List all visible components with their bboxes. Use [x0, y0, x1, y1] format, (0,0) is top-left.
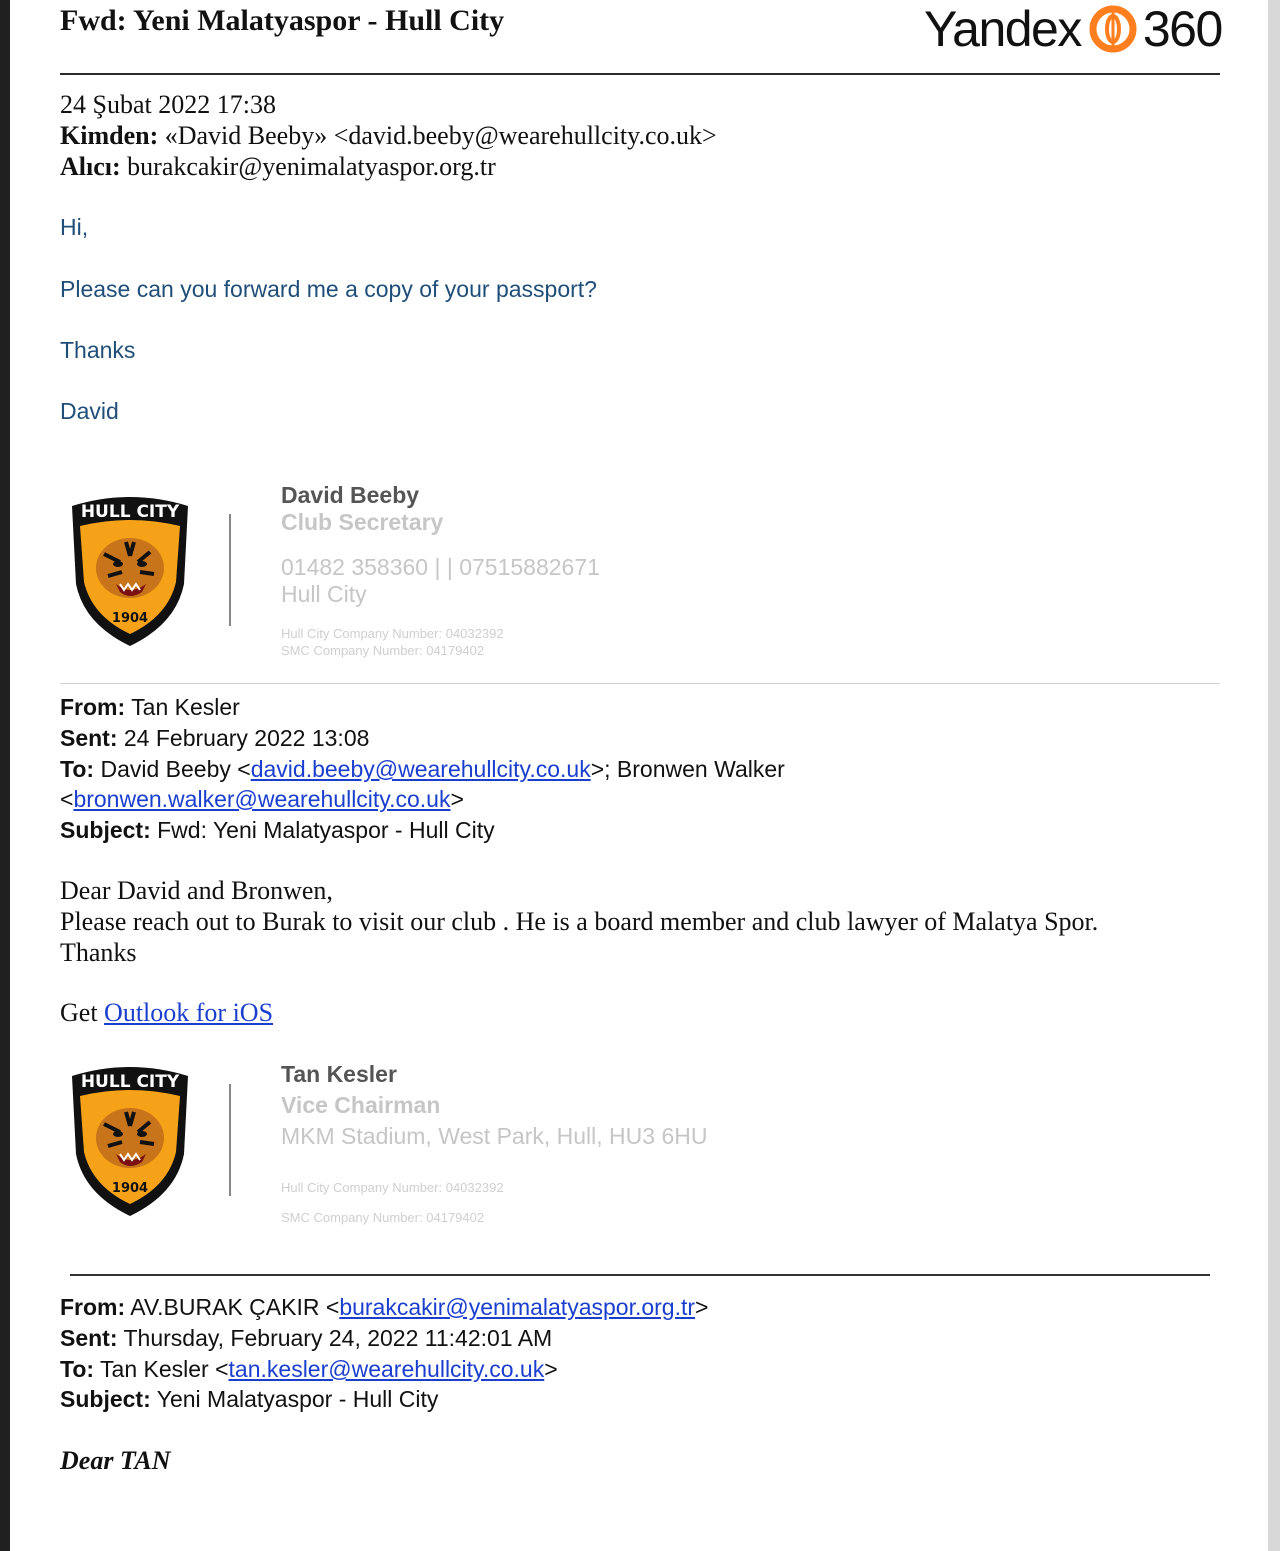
sig2-smc-number: SMC Company Number: 04179402	[281, 1210, 485, 1225]
get-text: Get	[60, 998, 98, 1027]
email2-to-name1: David Beeby	[100, 756, 231, 782]
sig1-title: Club Secretary	[281, 509, 444, 535]
email3-subject-value: Yeni Malatyaspor - Hull City	[156, 1386, 439, 1412]
badge-year-text: 1904	[111, 611, 149, 626]
sig1-smc-number: SMC Company Number: 04179402	[281, 643, 485, 658]
message1-signoff: David	[60, 398, 119, 424]
badge-year-text: 1904	[111, 1181, 149, 1196]
sig2-address: MKM Stadium, West Park, Hull, HU3 6HU	[281, 1123, 708, 1149]
email2-sent	[60, 725, 369, 752]
email2-get-outlook	[60, 998, 273, 1028]
forward-date: 24 Şubat 2022 17:38	[60, 90, 276, 119]
message1-greeting: Hi,	[60, 214, 89, 240]
email3-sent-value: Thursday, February 24, 2022 11:42:01 AM	[123, 1325, 553, 1351]
email2-body: Please reach out to Burak to visit our club . He is a board member and club lawyer of Malatya Spor.	[60, 907, 1099, 936]
sig1-phone: 01482 358360 | | 07515882671	[281, 554, 600, 580]
email3-to-label: To:	[60, 1356, 95, 1382]
email3-greeting: Dear TAN	[60, 1446, 171, 1475]
email3-sent	[60, 1325, 552, 1352]
email-subject-title: Fwd: Yeni Malatyaspor - Hull City	[60, 4, 505, 37]
section-divider-dark	[70, 1274, 1210, 1276]
message1-thanks: Thanks	[60, 337, 136, 363]
badge-top-text: HULL CITY	[80, 1072, 180, 1092]
email-printout-page	[10, 0, 1268, 1551]
message1-body: Please can you forward me a copy of your passport?	[60, 276, 597, 302]
yandex-360-ring-icon	[1089, 5, 1137, 53]
email3-from-label: From:	[60, 1294, 126, 1320]
forward-from-value: «David Beeby» <david.beeby@wearehullcity.co.uk>	[164, 121, 717, 150]
email3-from: From: AV.BURAK ÇAKIR <burakcakir@yenimalatyaspor.org.tr>	[60, 1294, 709, 1320]
signature-divider	[229, 514, 231, 626]
email2-thanks: Thanks	[60, 938, 137, 967]
360-wordmark: 360	[1142, 1, 1222, 57]
email2-to-email1-link[interactable]: david.beeby@wearehullcity.co.uk	[250, 756, 591, 782]
sig1-org: Hull City	[281, 581, 367, 607]
email2-to-continued: <bronwen.walker@wearehullcity.co.uk>	[60, 786, 464, 812]
forward-to	[60, 152, 496, 182]
email3-from-email-link[interactable]: burakcakir@yenimalatyaspor.org.tr	[339, 1294, 696, 1320]
forward-from-label: Kimden:	[60, 121, 159, 150]
email3-to-email-link[interactable]: tan.kesler@wearehullcity.co.uk	[228, 1356, 545, 1382]
email2-subject-value: Fwd: Yeni Malatyaspor - Hull City	[157, 817, 495, 843]
email2-to-email2-link[interactable]: bronwen.walker@wearehullcity.co.uk	[73, 786, 451, 812]
sig1-name: David Beeby	[281, 482, 420, 508]
email2-subject-label: Subject:	[60, 817, 151, 843]
forward-from	[60, 121, 717, 151]
sig2-name: Tan Kesler	[281, 1061, 397, 1087]
email2-sent-value: 24 February 2022 13:08	[123, 725, 370, 751]
badge-top-text: HULL CITY	[80, 502, 180, 522]
email3-subject-label: Subject:	[60, 1386, 151, 1412]
email2-subject	[60, 817, 495, 844]
email3-from-name: AV.BURAK ÇAKIR	[130, 1294, 320, 1320]
yandex-wordmark: Yandex	[924, 1, 1081, 57]
sig1-company-number: Hull City Company Number: 04032392	[281, 626, 504, 641]
email2-greeting: Dear David and Bronwen,	[60, 876, 333, 905]
email2-to-label: To:	[60, 756, 95, 782]
email2-from	[60, 694, 240, 721]
email3-to: To: Tan Kesler <tan.kesler@wearehullcity.co.uk>	[60, 1356, 558, 1382]
forward-to-value: burakcakir@yenimalatyaspor.org.tr	[127, 152, 496, 181]
hull-city-badge-icon	[68, 492, 192, 648]
email3-subject	[60, 1386, 438, 1413]
email2-to-name2: Bronwen Walker	[616, 756, 785, 782]
email2-from-value: Tan Kesler	[131, 694, 240, 720]
email2-sent-label: Sent:	[60, 725, 118, 751]
outlook-ios-link[interactable]: Outlook for iOS	[104, 998, 274, 1027]
email3-to-name: Tan Kesler	[100, 1356, 209, 1382]
page-edge	[1268, 0, 1280, 1551]
yandex-360-logo	[924, 2, 1222, 56]
section-divider	[60, 683, 1220, 684]
sig2-company-number: Hull City Company Number: 04032392	[281, 1180, 504, 1195]
sig2-title: Vice Chairman	[281, 1092, 441, 1118]
forward-to-label: Alıcı:	[60, 152, 121, 181]
title-divider	[60, 73, 1220, 75]
signature-divider	[229, 1084, 231, 1196]
email3-sent-label: Sent:	[60, 1325, 118, 1351]
email2-from-label: From:	[60, 694, 126, 720]
hull-city-badge-icon	[68, 1062, 192, 1218]
email2-to: To: David Beeby <david.beeby@wearehullcity.co.uk>; Bronwen Walker	[60, 756, 785, 782]
